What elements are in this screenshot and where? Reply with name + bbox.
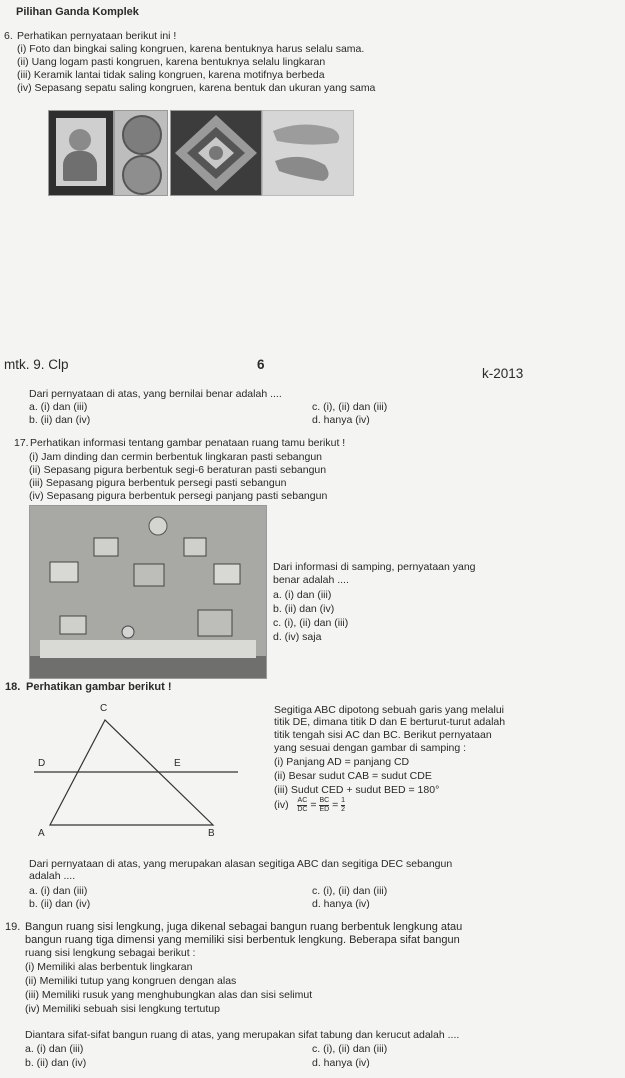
q6-statement-2: (ii) Uang logam pasti kongruen, karena bentuknya selalu lingkaran bbox=[17, 56, 326, 68]
photo-coins bbox=[114, 110, 168, 196]
q6-option-d[interactable]: d. hanya (iv) bbox=[312, 414, 370, 426]
q17-statement-4: (iv) Sepasang pigura berbentuk persegi panjang pasti sebangun bbox=[29, 490, 328, 502]
q17-statement-1: (i) Jam dinding dan cermin berbentuk lingkaran pasti sebangun bbox=[29, 451, 323, 463]
q18-option-a[interactable]: a. (i) dan (iii) bbox=[29, 885, 88, 897]
photo-framed-picture bbox=[48, 110, 114, 196]
q17-option-d[interactable]: d. (iv) saja bbox=[273, 631, 322, 643]
q18-option-d[interactable]: d. hanya (iv) bbox=[312, 898, 370, 910]
q18-number: 18. bbox=[5, 681, 21, 693]
q18-desc-3: titik tengah sisi AC dan BC. Berikut pernyataan bbox=[274, 729, 492, 741]
label-e: E bbox=[174, 758, 181, 769]
q17-option-c[interactable]: c. (i), (ii) dan (iii) bbox=[273, 617, 349, 629]
q19-number: 19. bbox=[5, 921, 21, 933]
q6-option-c[interactable]: c. (i), (ii) dan (iii) bbox=[312, 401, 388, 413]
q18-desc-1: Segitiga ABC dipotong sebuah garis yang melalui bbox=[274, 704, 504, 716]
q19-option-d[interactable]: d. hanya (iv) bbox=[312, 1057, 370, 1069]
q17-number: 17. bbox=[14, 437, 29, 449]
q6-statement-3: (iii) Keramik lantai tidak saling kongruen, karena motifnya berbeda bbox=[17, 69, 325, 81]
section-title: Pilihan Ganda Komplek bbox=[16, 6, 139, 18]
q6-statement-1: (i) Foto dan bingkai saling kongruen, karena bentuknya harus selalu sama. bbox=[17, 43, 365, 55]
q18-prompt: Perhatikan gambar berikut ! bbox=[26, 681, 172, 693]
q19-option-a[interactable]: a. (i) dan (iii) bbox=[25, 1043, 84, 1055]
q6-question: Dari pernyataan di atas, yang bernilai benar adalah .... bbox=[29, 388, 282, 400]
q6-option-a[interactable]: a. (i) dan (iii) bbox=[29, 401, 88, 413]
q18-statement-1: (i) Panjang AD = panjang CD bbox=[274, 756, 410, 768]
q17-side-text-1: Dari informasi di samping, pernyataan yang bbox=[273, 561, 476, 573]
q18-statement-3: (iii) Sudut CED + sudut BED = 180° bbox=[274, 784, 440, 796]
fraction-bc-ed: $\frac{BC}{ED}$ bbox=[319, 796, 330, 813]
q17-option-a[interactable]: a. (i) dan (iii) bbox=[273, 589, 332, 601]
q17-option-b[interactable]: b. (ii) dan (iv) bbox=[273, 603, 335, 615]
q19-statement-4: (iv) Memiliki sebuah sisi lengkung tertutup bbox=[25, 1003, 220, 1015]
q19-option-b[interactable]: b. (ii) dan (iv) bbox=[25, 1057, 87, 1069]
q19-line-3: ruang sisi lengkung sebagai berikut : bbox=[25, 947, 196, 959]
page-footer-left: mtk. 9. Clp bbox=[4, 357, 69, 372]
q17-statement-3: (iii) Sepasang pigura berbentuk persegi pasti sebangun bbox=[29, 477, 287, 489]
q6-prompt: Perhatikan pernyataan berikut ini ! bbox=[17, 30, 177, 42]
label-b: B bbox=[208, 828, 215, 839]
q19-question: Diantara sifat-sifat bangun ruang di atas, yang merupakan sifat tabung dan kerucut adalah .... bbox=[25, 1029, 460, 1041]
q19-line-2: bangun ruang tiga dimensi yang memiliki sisi berbentuk lengkung. Beberapa sifat bangun bbox=[25, 934, 460, 946]
label-d: D bbox=[38, 758, 46, 769]
q6-statement-4: (iv) Sepasang sepatu saling kongruen, karena bentuk dan ukuran yang sama bbox=[17, 82, 376, 94]
label-c: C bbox=[100, 703, 108, 714]
q19-statement-1: (i) Memiliki alas berbentuk lingkaran bbox=[25, 961, 193, 973]
photo-living-room bbox=[29, 505, 267, 679]
fraction-ac-dc: $\frac{AC}{DC}$ bbox=[297, 796, 308, 813]
triangle-figure bbox=[30, 700, 240, 840]
q18-statement-4: (iv) $\frac{AC}{DC}$ = $\frac{BC}{ED}$ = $\frac{1}{2}$ bbox=[274, 796, 346, 813]
photo-ceramic-tiles bbox=[170, 110, 262, 196]
q17-side-text-2: benar adalah .... bbox=[273, 574, 349, 586]
q18-option-b[interactable]: b. (ii) dan (iv) bbox=[29, 898, 91, 910]
q18-desc-4: yang sesuai dengan gambar di samping : bbox=[274, 742, 467, 754]
label-a: A bbox=[38, 828, 45, 839]
q18-option-c[interactable]: c. (i), (ii) dan (iii) bbox=[312, 885, 388, 897]
q18-statement-4-label: (iv) bbox=[274, 799, 289, 811]
q6-option-b[interactable]: b. (ii) dan (iv) bbox=[29, 414, 91, 426]
q19-statement-2: (ii) Memiliki tutup yang kongruen dengan alas bbox=[25, 975, 237, 987]
q19-option-c[interactable]: c. (i), (ii) dan (iii) bbox=[312, 1043, 388, 1055]
page-number: 6 bbox=[257, 357, 265, 372]
q18-question-1: Dari pernyataan di atas, yang merupakan alasan segitiga ABC dan segitiga DEC sebangun bbox=[29, 858, 453, 870]
page-footer-right: k-2013 bbox=[482, 366, 524, 381]
q17-prompt: Perhatikan informasi tentang gambar penataan ruang tamu berikut ! bbox=[30, 437, 346, 449]
q6-number: 6. bbox=[4, 30, 13, 42]
q19-line-1: Bangun ruang sisi lengkung, juga dikenal sebagai bangun ruang berbentuk lengkung atau bbox=[25, 921, 463, 933]
q18-statement-2: (ii) Besar sudut CAB = sudut CDE bbox=[274, 770, 432, 782]
photo-shoes bbox=[262, 110, 354, 196]
q18-desc-2: titik DE, dimana titik D dan E berturut-turut adalah bbox=[274, 716, 506, 728]
fraction-one-half: $\frac{1}{2}$ bbox=[341, 796, 346, 813]
q19-statement-3: (iii) Memiliki rusuk yang menghubungkan alas dan sisi selimut bbox=[25, 989, 313, 1001]
q17-statement-2: (ii) Sepasang pigura berbentuk segi-6 beraturan pasti sebangun bbox=[29, 464, 327, 476]
q18-question-2: adalah .... bbox=[29, 870, 76, 882]
